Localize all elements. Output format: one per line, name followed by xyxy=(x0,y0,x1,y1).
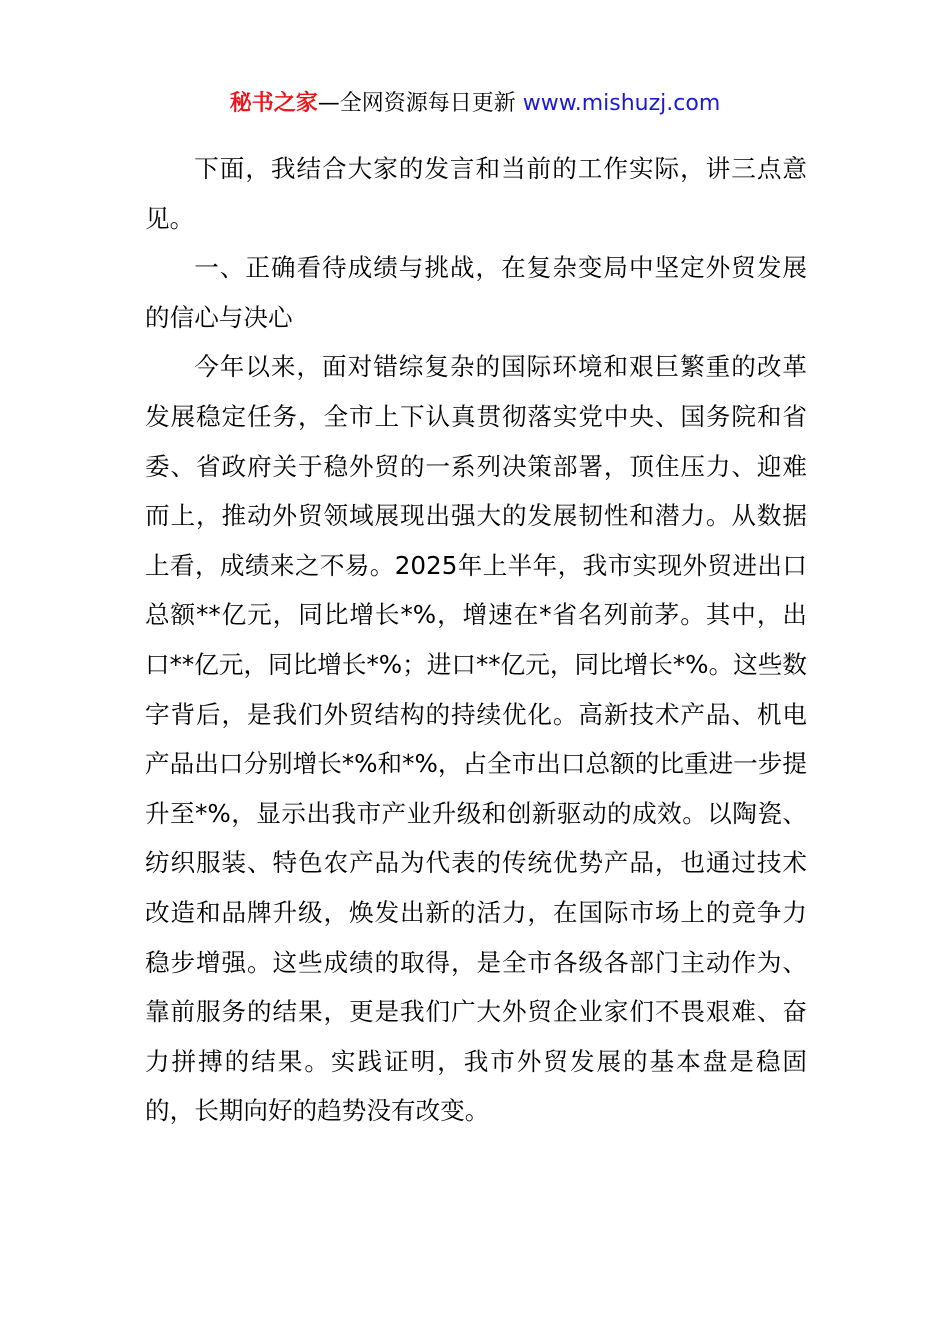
paragraph-intro: 下面，我结合大家的发言和当前的工作实际，讲三点意见。 xyxy=(145,154,807,233)
page-header xyxy=(0,86,950,122)
paragraph-body-1: 今年以来，面对错综复杂的国际环境和艰巨繁重的改革发展稳定任务，全市上下认真贯彻落实党中央、国务院和省委、省政府关于稳外贸的一系列决策部署，顶住压力、迎难而上，推动外贸领域展现出强大的发展韧性和潜力。从数据上看，成绩来之不易。2025年上半年，我市实现外贸进出口总额**亿元，同比增长*%，增速在*省名列前茅。其中，出口**亿元，同比增长*%；进口**亿元，同比增长*%。这些数字背后，是我们外贸结构的持续优化。高新技术产品、机电产品出口分别增长*%和*%，占全市出口总额的比重进一步提升至*%，显示出我市产业升级和创新驱动的成效。以陶瓷、纺织服装、特色农产品为代表的传统优势产品，也通过技术改造和品牌升级，焕发出新的活力，在国际市场上的竞争力稳步增强。这些成绩的取得，是全市各级各部门主动作为、靠前服务的结果，更是我们广大外贸企业家们不畏艰难、奋力拼搏的结果。实践证明，我市外贸发展的基本盘是稳固的，长期向好的趋势没有改变。 xyxy=(145,352,807,1126)
header-slogan: —全网资源每日更新 xyxy=(317,91,523,116)
brand-name: 秘书之家 xyxy=(229,91,318,116)
site-url[interactable]: www.mishuzj.com xyxy=(522,91,721,116)
document-body xyxy=(145,144,807,1136)
section-heading-1: 一、正确看待成绩与挑战，在复杂变局中坚定外贸发展的信心与决心 xyxy=(145,253,807,332)
